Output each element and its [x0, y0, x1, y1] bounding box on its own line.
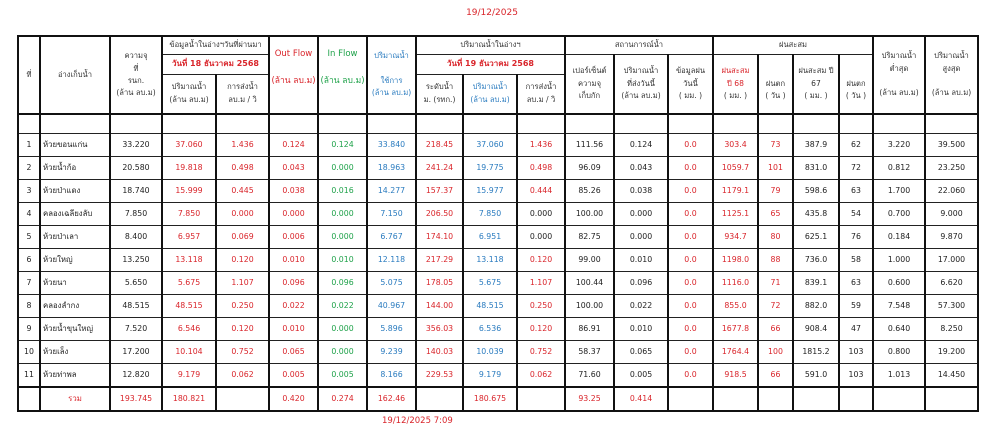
- cell-rain-68: 1059.7: [713, 157, 758, 180]
- cell-rain-67: 625.1: [793, 226, 839, 249]
- cell-current-release: 0.000: [517, 203, 565, 226]
- cell-capacity: 7.520: [110, 318, 162, 341]
- total-empty-cell: [758, 387, 793, 411]
- total-pct: 93.25: [565, 387, 614, 411]
- col-header-rain-68: ฝนสะสม ปี 68 ( มม. ): [713, 54, 758, 114]
- cell-rain-days-68: 79: [758, 180, 793, 203]
- cell-outflow: 0.010: [269, 318, 318, 341]
- cell-min-volume: 0.800: [873, 341, 925, 364]
- table-row: [18, 226, 978, 249]
- cell-max-volume: 22.060: [925, 180, 978, 203]
- cell-rain-today: 0.0: [668, 157, 713, 180]
- cell-current-release: 1.436: [517, 134, 565, 157]
- cell-inflow: 0.022: [318, 295, 367, 318]
- cell-prev-volume: 6.546: [162, 318, 216, 341]
- cell-rain-days-67: 103: [839, 341, 873, 364]
- cell-rain-today: 0.0: [668, 364, 713, 388]
- cell-outflow: 0.010: [269, 249, 318, 272]
- cell-prev-volume: 48.515: [162, 295, 216, 318]
- cell-outflow: 0.043: [269, 157, 318, 180]
- blank-row: [18, 114, 978, 134]
- total-empty-cell: [416, 387, 463, 411]
- total-empty-cell: [713, 387, 758, 411]
- cell-current-volume: 7.850: [463, 203, 517, 226]
- cell-current-release: 1.107: [517, 272, 565, 295]
- cell-usable-volume: 33.840: [367, 134, 416, 157]
- cell-capacity: 48.515: [110, 295, 162, 318]
- cell-prev-volume: 15.999: [162, 180, 216, 203]
- cell-prev-release: 0.752: [216, 341, 269, 364]
- cell-current-volume: 5.675: [463, 272, 517, 295]
- cell-min-volume: 0.184: [873, 226, 925, 249]
- cell-min-volume: 0.640: [873, 318, 925, 341]
- cell-rain-68: 1179.1: [713, 180, 758, 203]
- cell-reservoir-name: ห้วยป่าเลา: [40, 226, 110, 249]
- cell-water-level: 241.24: [416, 157, 463, 180]
- cell-current-volume: 6.951: [463, 226, 517, 249]
- cell-max-volume: 57.300: [925, 295, 978, 318]
- col-header-capacity: ความจุ ที่ รนก. (ล้าน ลบ.ม): [110, 36, 162, 114]
- cell-max-volume: 23.250: [925, 157, 978, 180]
- cell-inflow: 0.000: [318, 341, 367, 364]
- cell-rain-68: 1677.8: [713, 318, 758, 341]
- cell-min-volume: 1.700: [873, 180, 925, 203]
- cell-rain-67: 591.0: [793, 364, 839, 388]
- total-row: [18, 387, 978, 411]
- cell-inflow: 0.096: [318, 272, 367, 295]
- cell-percent-capacity: 85.26: [565, 180, 614, 203]
- cell-usable-volume: 14.277: [367, 180, 416, 203]
- cell-released-today: 0.000: [614, 203, 668, 226]
- cell-current-volume: 10.039: [463, 341, 517, 364]
- cell-capacity: 20.580: [110, 157, 162, 180]
- col-header-max-volume: ปริมาณน้ำ สูงสุด (ล้าน ลบ.ม): [925, 36, 978, 114]
- cell-min-volume: 7.548: [873, 295, 925, 318]
- cell-rain-today: 0.0: [668, 318, 713, 341]
- total-out: 0.420: [269, 387, 318, 411]
- cell-current-volume: 19.775: [463, 157, 517, 180]
- table-row: [18, 180, 978, 203]
- cell-prev-volume: 10.104: [162, 341, 216, 364]
- table-row: [18, 272, 978, 295]
- cell-rain-days-67: 72: [839, 157, 873, 180]
- total-prev-vol: 180.821: [162, 387, 216, 411]
- cell-rain-today: 0.0: [668, 272, 713, 295]
- cell-released-today: 0.022: [614, 295, 668, 318]
- cell-rain-days-67: 76: [839, 226, 873, 249]
- cell-rain-days-68: 66: [758, 364, 793, 388]
- cell-outflow: 0.096: [269, 272, 318, 295]
- cell-reservoir-name: ห้วยท่าพล: [40, 364, 110, 388]
- cell-row-number: 4: [18, 203, 40, 226]
- cell-prev-release: 1.436: [216, 134, 269, 157]
- cell-rain-days-67: 62: [839, 134, 873, 157]
- cell-rain-67: 839.1: [793, 272, 839, 295]
- cell-prev-release: 0.000: [216, 203, 269, 226]
- col-group-rain: ฝนสะสม: [713, 36, 873, 54]
- cell-capacity: 17.200: [110, 341, 162, 364]
- cell-released-today: 0.065: [614, 341, 668, 364]
- cell-water-level: 174.10: [416, 226, 463, 249]
- current-date: วันที่ 19 ธันวาคม 2568: [416, 54, 565, 74]
- cell-prev-release: 1.107: [216, 272, 269, 295]
- cell-water-level: 356.03: [416, 318, 463, 341]
- col-header-curr-volume: ปริมาณน้ำ (ล้าน ลบ.ม): [463, 74, 517, 114]
- cell-percent-capacity: 96.09: [565, 157, 614, 180]
- cell-rain-days-68: 72: [758, 295, 793, 318]
- cell-current-volume: 37.060: [463, 134, 517, 157]
- total-vol: 180.675: [463, 387, 517, 411]
- cell-rain-days-67: 54: [839, 203, 873, 226]
- cell-water-level: 218.45: [416, 134, 463, 157]
- cell-rain-68: 1764.4: [713, 341, 758, 364]
- cell-row-number: 2: [18, 157, 40, 180]
- cell-current-release: 0.000: [517, 226, 565, 249]
- cell-prev-release: 0.069: [216, 226, 269, 249]
- cell-capacity: 5.650: [110, 272, 162, 295]
- cell-inflow: 0.005: [318, 364, 367, 388]
- cell-current-volume: 6.536: [463, 318, 517, 341]
- cell-current-release: 0.250: [517, 295, 565, 318]
- cell-rain-days-68: 88: [758, 249, 793, 272]
- cell-rain-67: 1815.2: [793, 341, 839, 364]
- cell-rain-days-68: 73: [758, 134, 793, 157]
- cell-usable-volume: 8.166: [367, 364, 416, 388]
- cell-prev-volume: 6.957: [162, 226, 216, 249]
- col-group-status: สถานการณ์น้ำ: [565, 36, 713, 54]
- cell-rain-days-67: 58: [839, 249, 873, 272]
- cell-prev-volume: 5.675: [162, 272, 216, 295]
- total-empty-cell: [925, 387, 978, 411]
- cell-rain-67: 831.0: [793, 157, 839, 180]
- cell-rain-68: 934.7: [713, 226, 758, 249]
- cell-usable-volume: 9.239: [367, 341, 416, 364]
- cell-min-volume: 0.700: [873, 203, 925, 226]
- cell-outflow: 0.038: [269, 180, 318, 203]
- cell-max-volume: 9.870: [925, 226, 978, 249]
- cell-outflow: 0.000: [269, 203, 318, 226]
- cell-capacity: 13.250: [110, 249, 162, 272]
- previous-date: วันที่ 18 ธันวาคม 2568: [162, 54, 269, 74]
- cell-rain-days-68: 71: [758, 272, 793, 295]
- cell-percent-capacity: 82.75: [565, 226, 614, 249]
- cell-inflow: 0.016: [318, 180, 367, 203]
- cell-current-volume: 13.118: [463, 249, 517, 272]
- cell-percent-capacity: 71.60: [565, 364, 614, 388]
- cell-min-volume: 1.013: [873, 364, 925, 388]
- cell-rain-68: 303.4: [713, 134, 758, 157]
- cell-water-level: 178.05: [416, 272, 463, 295]
- table-row: [18, 203, 978, 226]
- cell-current-release: 0.752: [517, 341, 565, 364]
- cell-row-number: 8: [18, 295, 40, 318]
- col-header-reservoir: อ่างเก็บน้ำ: [40, 36, 110, 114]
- cell-rain-days-67: 103: [839, 364, 873, 388]
- cell-row-number: 10: [18, 341, 40, 364]
- cell-reservoir-name: ห้วยเล็ง: [40, 341, 110, 364]
- cell-percent-capacity: 111.56: [565, 134, 614, 157]
- cell-rain-today: 0.0: [668, 226, 713, 249]
- cell-capacity: 7.850: [110, 203, 162, 226]
- cell-reservoir-name: ห้วยน้ำก้อ: [40, 157, 110, 180]
- cell-outflow: 0.065: [269, 341, 318, 364]
- cell-prev-volume: 13.118: [162, 249, 216, 272]
- cell-reservoir-name: ห้วยป่าแดง: [40, 180, 110, 203]
- cell-min-volume: 0.812: [873, 157, 925, 180]
- cell-rain-days-67: 63: [839, 272, 873, 295]
- cell-reservoir-name: ห้วยนา: [40, 272, 110, 295]
- col-header-curr-release: การส่งน้ำ ลบ.ม / วิ: [517, 74, 565, 114]
- cell-inflow: 0.000: [318, 157, 367, 180]
- cell-row-number: 11: [18, 364, 40, 388]
- total-empty-cell: [216, 387, 269, 411]
- cell-rain-days-68: 100: [758, 341, 793, 364]
- cell-released-today: 0.038: [614, 180, 668, 203]
- cell-prev-release: 0.445: [216, 180, 269, 203]
- cell-percent-capacity: 100.44: [565, 272, 614, 295]
- table-row: [18, 341, 978, 364]
- col-header-level: ระดับน้ำ ม. (รทก.): [416, 74, 463, 114]
- table-row: [18, 295, 978, 318]
- total-cap: 193.745: [110, 387, 162, 411]
- cell-rain-67: 908.4: [793, 318, 839, 341]
- cell-percent-capacity: 99.00: [565, 249, 614, 272]
- cell-percent-capacity: 100.00: [565, 295, 614, 318]
- cell-rain-days-67: 63: [839, 180, 873, 203]
- cell-capacity: 33.220: [110, 134, 162, 157]
- col-header-prev-volume: ปริมาณน้ำ (ล้าน ลบ.ม): [162, 74, 216, 114]
- cell-water-level: 217.29: [416, 249, 463, 272]
- cell-reservoir-name: คลองเฉลียงลับ: [40, 203, 110, 226]
- total-empty-cell: [873, 387, 925, 411]
- cell-min-volume: 3.220: [873, 134, 925, 157]
- cell-usable-volume: 40.967: [367, 295, 416, 318]
- cell-usable-volume: 18.963: [367, 157, 416, 180]
- total-empty-cell: [839, 387, 873, 411]
- cell-reservoir-name: ห้วยน้ำขุนใหญ่: [40, 318, 110, 341]
- total-empty-cell: [668, 387, 713, 411]
- col-header-usable: ปริมาณน้ำ ใช้การ (ล้าน ลบ.ม): [367, 36, 416, 114]
- cell-current-release: 0.444: [517, 180, 565, 203]
- cell-water-level: 140.03: [416, 341, 463, 364]
- cell-rain-today: 0.0: [668, 134, 713, 157]
- col-header-outflow: Out Flow (ล้าน ลบ.ม): [269, 36, 318, 114]
- col-header-inflow: In Flow (ล้าน ลบ.ม): [318, 36, 367, 114]
- cell-row-number: 3: [18, 180, 40, 203]
- cell-rain-today: 0.0: [668, 180, 713, 203]
- col-header-no: ที่: [18, 36, 40, 114]
- cell-inflow: 0.010: [318, 249, 367, 272]
- cell-rain-today: 0.0: [668, 249, 713, 272]
- table-row: [18, 318, 978, 341]
- col-header-rain-67: ฝนสะสม ปี 67 ( มม. ): [793, 54, 839, 114]
- cell-rain-68: 1198.0: [713, 249, 758, 272]
- cell-rain-today: 0.0: [668, 203, 713, 226]
- col-header-min-volume: ปริมาณน้ำ ต่ำสุด (ล้าน ลบ.ม): [873, 36, 925, 114]
- cell-max-volume: 17.000: [925, 249, 978, 272]
- cell-water-level: 206.50: [416, 203, 463, 226]
- cell-usable-volume: 5.896: [367, 318, 416, 341]
- table-row: [18, 157, 978, 180]
- cell-rain-today: 0.0: [668, 295, 713, 318]
- cell-rain-67: 882.0: [793, 295, 839, 318]
- total-empty-cell: [793, 387, 839, 411]
- cell-current-volume: 9.179: [463, 364, 517, 388]
- cell-rain-days-68: 66: [758, 318, 793, 341]
- cell-rain-days-68: 80: [758, 226, 793, 249]
- col-group-previous: ข้อมูลน้ำในอ่างฯวันที่ผ่านมา: [162, 36, 269, 54]
- cell-rain-68: 855.0: [713, 295, 758, 318]
- cell-rain-67: 387.9: [793, 134, 839, 157]
- table-row: [18, 249, 978, 272]
- cell-reservoir-name: ห้วยขอนแก่น: [40, 134, 110, 157]
- cell-reservoir-name: ห้วยใหญ่: [40, 249, 110, 272]
- cell-rain-days-67: 47: [839, 318, 873, 341]
- cell-inflow: 0.000: [318, 203, 367, 226]
- cell-usable-volume: 6.767: [367, 226, 416, 249]
- cell-rain-67: 598.6: [793, 180, 839, 203]
- table-row: [18, 134, 978, 157]
- cell-row-number: 5: [18, 226, 40, 249]
- cell-water-level: 229.53: [416, 364, 463, 388]
- cell-capacity: 12.820: [110, 364, 162, 388]
- cell-prev-release: 0.120: [216, 249, 269, 272]
- cell-prev-volume: 37.060: [162, 134, 216, 157]
- cell-prev-release: 0.498: [216, 157, 269, 180]
- cell-prev-release: 0.062: [216, 364, 269, 388]
- cell-rain-67: 435.8: [793, 203, 839, 226]
- col-group-current: ปริมาณน้ำในอ่างฯ: [416, 36, 565, 54]
- cell-rain-days-67: 59: [839, 295, 873, 318]
- cell-outflow: 0.005: [269, 364, 318, 388]
- cell-max-volume: 39.500: [925, 134, 978, 157]
- cell-current-volume: 48.515: [463, 295, 517, 318]
- cell-outflow: 0.006: [269, 226, 318, 249]
- cell-released-today: 0.005: [614, 364, 668, 388]
- col-header-rain-days-68: ฝนตก ( วัน ): [758, 54, 793, 114]
- cell-released-today: 0.010: [614, 249, 668, 272]
- cell-rain-days-68: 101: [758, 157, 793, 180]
- cell-percent-capacity: 86.91: [565, 318, 614, 341]
- cell-capacity: 8.400: [110, 226, 162, 249]
- cell-max-volume: 8.250: [925, 318, 978, 341]
- total-rel-today: 0.414: [614, 387, 668, 411]
- cell-released-today: 0.010: [614, 318, 668, 341]
- cell-inflow: 0.000: [318, 226, 367, 249]
- cell-released-today: 0.000: [614, 226, 668, 249]
- cell-row-number: 6: [18, 249, 40, 272]
- cell-outflow: 0.022: [269, 295, 318, 318]
- cell-min-volume: 1.000: [873, 249, 925, 272]
- col-header-rain-days-67: ฝนตก ( วัน ): [839, 54, 873, 114]
- cell-water-level: 144.00: [416, 295, 463, 318]
- total-usable: 162.46: [367, 387, 416, 411]
- cell-prev-release: 0.250: [216, 295, 269, 318]
- cell-current-volume: 15.977: [463, 180, 517, 203]
- cell-min-volume: 0.600: [873, 272, 925, 295]
- cell-released-today: 0.043: [614, 157, 668, 180]
- total-empty-cell: [18, 387, 40, 411]
- total-in: 0.274: [318, 387, 367, 411]
- cell-current-release: 0.120: [517, 318, 565, 341]
- cell-max-volume: 9.000: [925, 203, 978, 226]
- col-header-rain-today: ข้อมูลฝน วันนี้ ( มม. ): [668, 54, 713, 114]
- cell-max-volume: 6.620: [925, 272, 978, 295]
- cell-released-today: 0.096: [614, 272, 668, 295]
- table-row: [18, 364, 978, 388]
- cell-inflow: 0.000: [318, 318, 367, 341]
- cell-prev-volume: 9.179: [162, 364, 216, 388]
- cell-rain-68: 1116.0: [713, 272, 758, 295]
- cell-water-level: 157.37: [416, 180, 463, 203]
- cell-released-today: 0.124: [614, 134, 668, 157]
- col-header-prev-release: การส่งน้ำ ลบ.ม / วิ: [216, 74, 269, 114]
- cell-prev-volume: 19.818: [162, 157, 216, 180]
- cell-row-number: 9: [18, 318, 40, 341]
- cell-usable-volume: 12.118: [367, 249, 416, 272]
- cell-percent-capacity: 58.37: [565, 341, 614, 364]
- cell-row-number: 7: [18, 272, 40, 295]
- cell-max-volume: 19.200: [925, 341, 978, 364]
- cell-rain-days-68: 65: [758, 203, 793, 226]
- footer-timestamp: 19/12/2025 7:09: [382, 416, 453, 426]
- cell-usable-volume: 7.150: [367, 203, 416, 226]
- cell-rain-67: 736.0: [793, 249, 839, 272]
- cell-rain-68: 1125.1: [713, 203, 758, 226]
- report-date: 19/12/2025: [466, 8, 518, 18]
- cell-rain-68: 918.5: [713, 364, 758, 388]
- col-header-released-today: ปริมาณน้ำ ที่ส่งวันนี้ (ล้าน ลบ.ม): [614, 54, 668, 114]
- cell-reservoir-name: คลองลำกง: [40, 295, 110, 318]
- cell-inflow: 0.124: [318, 134, 367, 157]
- cell-rain-today: 0.0: [668, 341, 713, 364]
- cell-outflow: 0.124: [269, 134, 318, 157]
- col-header-percent: เปอร์เซ็นต์ ความจุ เก็บกัก: [565, 54, 614, 114]
- cell-row-number: 1: [18, 134, 40, 157]
- cell-max-volume: 14.450: [925, 364, 978, 388]
- cell-percent-capacity: 100.00: [565, 203, 614, 226]
- cell-prev-volume: 7.850: [162, 203, 216, 226]
- reservoir-table: [17, 35, 979, 412]
- cell-current-release: 0.062: [517, 364, 565, 388]
- total-label: รวม: [40, 387, 110, 411]
- cell-current-release: 0.120: [517, 249, 565, 272]
- cell-usable-volume: 5.075: [367, 272, 416, 295]
- cell-capacity: 18.740: [110, 180, 162, 203]
- cell-prev-release: 0.120: [216, 318, 269, 341]
- total-empty-cell: [517, 387, 565, 411]
- cell-current-release: 0.498: [517, 157, 565, 180]
